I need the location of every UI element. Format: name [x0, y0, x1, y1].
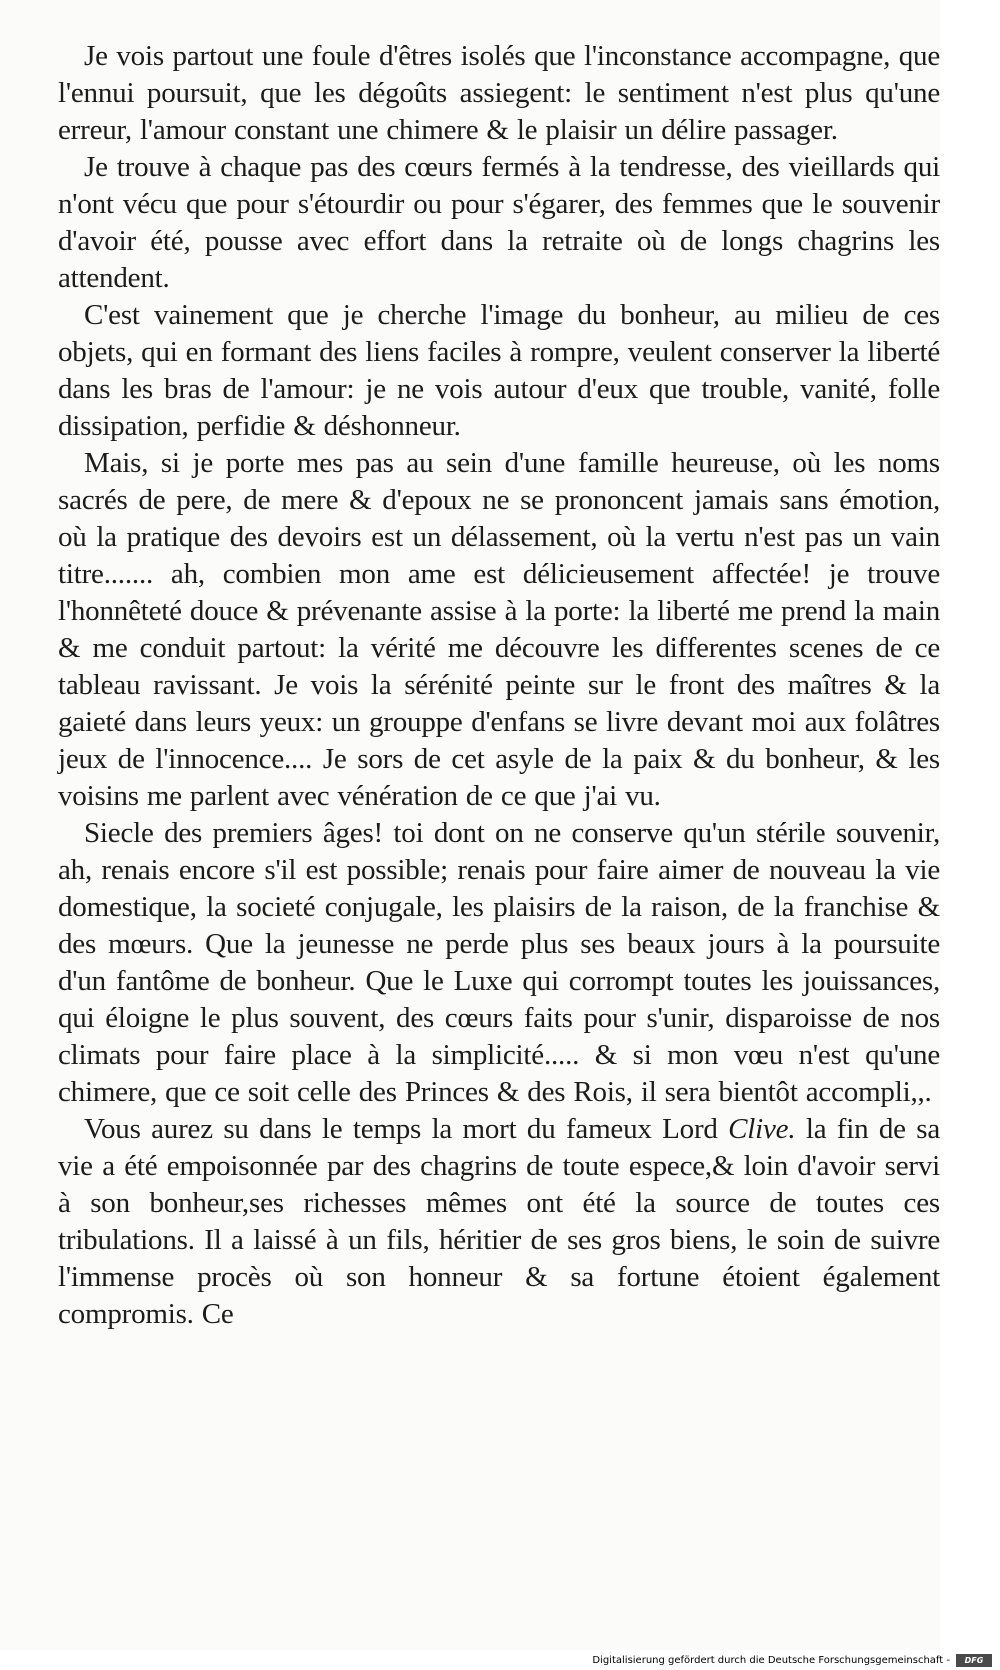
- footer-bar: [0, 1652, 1000, 1670]
- paragraph-4: Mais, si je porte mes pas au sein d'une famille heureuse, où les noms sacrés de pere, de mere & d'epoux ne se prononcent jamais sans émotion, où la pratique des devoirs est un délassement, où la vertu n'est pas un vain titre....... ah, combien mon ame est délicieusement affectée! je trouve l'honnêteté douce & prévenante assise à la porte: la liberté me prend la main & me conduit partout: la vérité me découvre les differentes scenes de ce tableau ravissant. Je vois la sérénité peinte sur le front des maîtres & la gaieté dans leurs yeux: un grouppe d'enfans se livre devant moi aux folâtres jeux de l'innocence.... Je sors de cet asyle de la paix & du bonheur, & les voisins me parlent avec vénération de ce que j'ai vu.: [58, 447, 940, 812]
- paragraph-6-name: Clive.: [728, 1113, 796, 1145]
- paragraph-6-end: la fin de sa vie a été empoisonnée par des chagrins de toute espece,& loin d'avoir servi à son bonheur,ses richesses mêmes ont été la source de toutes ces tribulations. Il a laissé à un fils, héritier de ses gros biens, le soin de suivre l'immense procès où son honneur & sa fortune étoient également compromis. Ce: [58, 1113, 940, 1330]
- dfg-logo: DFG: [956, 1654, 992, 1667]
- scan-margin: [940, 0, 1000, 1650]
- paragraph-2: Je trouve à chaque pas des cœurs fermés à la tendresse, des vieillards qui n'ont vécu que pour s'étourdir ou pour s'égarer, des femmes que le souvenir d'avoir été, pousse avec effort dans la retraite où de longs chagrins les attendent.: [58, 151, 940, 294]
- paragraph-3: C'est vainement que je cherche l'image du bonheur, au milieu de ces objets, qui en formant des liens faciles à rompre, veulent conserver la liberté dans les bras de l'amour: je ne vois autour d'eux que trouble, vanité, folle dissipation, perfidie & déshonneur.: [58, 299, 940, 442]
- body-text: [58, 38, 940, 1333]
- funding-note: Digitalisierung gefördert durch die Deutsche Forschungsgemeinschaft -: [592, 1655, 950, 1666]
- paragraph-5: Siecle des premiers âges! toi dont on ne conserve qu'un stérile souvenir, ah, renais encore s'il est possible; renais pour faire aimer de nouveau la vie domestique, la societé conjugale, les plaisirs de la raison, de la franchise & des mœurs. Que la jeunesse ne perde plus ses beaux jours à la poursuite d'un fantôme de bonheur. Que le Luxe qui corrompt toutes les jouissances, qui éloigne le plus souvent, des cœurs faits pour s'unir, disparoisse de nos climats pour faire place à la simplicité..... & si mon vœu n'est qu'une chimere, que ce soit celle des Princes & des Rois, il sera bientôt accompli,,.: [58, 817, 940, 1108]
- paragraph-6-start: Vous aurez su dans le temps la mort du fameux Lord: [84, 1113, 729, 1145]
- paragraph-1: Je vois partout une foule d'êtres isolés que l'inconstance accompagne, que l'ennui poursuit, que les dégoûts assiegent: le sentiment n'est plus qu'une erreur, l'amour constant une chimere & le plaisir un délire passager.: [58, 40, 940, 146]
- paragraph-6: [58, 1111, 940, 1333]
